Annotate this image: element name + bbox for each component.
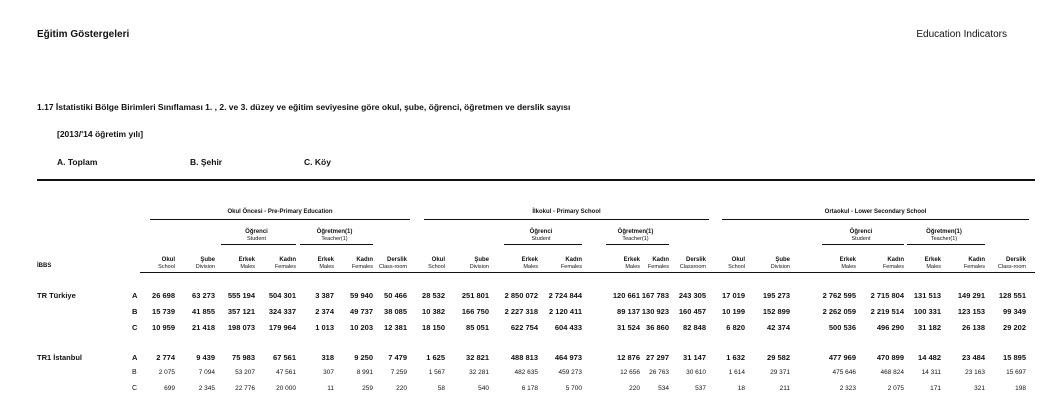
table-cell: 152 899 (762, 307, 790, 316)
column-header-tr: Kadın (887, 257, 904, 263)
column-header-tr: Kadın (968, 257, 985, 263)
column-header-en: Division (469, 263, 489, 270)
column-header (648, 257, 669, 270)
table-cell: 470 899 (876, 353, 904, 362)
teacher-subhead-tr: Öğretmen(1) (617, 229, 654, 235)
row-type: B (132, 369, 137, 376)
column-header (728, 257, 745, 270)
table-cell: 85 051 (466, 323, 489, 332)
column-header-en: Males (523, 263, 538, 270)
table-cell: 195 273 (762, 291, 790, 300)
table-cell: 30 610 (686, 369, 706, 376)
table-cell: 179 964 (268, 323, 296, 332)
table-cell: 1 625 (426, 353, 445, 362)
column-header-en: Females (647, 263, 669, 270)
table-cell: 42 374 (767, 323, 790, 332)
table-cell: 7 259 (390, 369, 407, 376)
column-header-tr: Derslik (1005, 257, 1026, 263)
title-rule (37, 179, 1035, 181)
column-header (680, 257, 706, 270)
table-cell: 18 150 (422, 323, 445, 332)
row-type: C (132, 323, 138, 332)
table-cell: 1 013 (315, 323, 334, 332)
table-cell: 99 349 (1003, 307, 1026, 316)
table-cell: 58 (437, 385, 445, 392)
table-cell: 15 739 (152, 307, 175, 316)
group-title: Ortaokul - Lower Secondary School (824, 209, 927, 215)
column-header-en: Class-room (997, 263, 1026, 270)
ibbs-label: İBBS (37, 263, 52, 269)
column-header-tr: Şube (775, 257, 790, 263)
table-cell: 2 075 (887, 385, 904, 392)
table-cell: 2 774 (156, 353, 175, 362)
table-cell: 2 219 514 (870, 307, 904, 316)
column-header (470, 257, 489, 270)
table-cell: 12 876 (617, 353, 640, 362)
table-cell: 500 536 (828, 323, 856, 332)
table-cell: 67 561 (273, 353, 296, 362)
column-header-tr: Kadın (279, 257, 296, 263)
table-cell: 2 262 059 (822, 307, 856, 316)
table-cell: 22 776 (235, 385, 255, 392)
table-cell: 307 (323, 369, 334, 376)
teacher-subhead (602, 229, 669, 243)
table-cell: 100 331 (913, 307, 941, 316)
table-cell: 28 532 (422, 291, 445, 300)
student-subhead (818, 229, 904, 243)
table-cell: 63 273 (192, 291, 215, 300)
table-cell: 243 305 (678, 291, 706, 300)
student-subhead-en: Student (247, 236, 266, 243)
table-cell: 324 337 (268, 307, 296, 316)
table-cell: 171 (930, 385, 941, 392)
teacher-subhead-en: Teacher(1) (930, 236, 958, 243)
table-cell: 537 (695, 385, 706, 392)
table-cell: 20 000 (276, 385, 296, 392)
table-cell: 198 073 (227, 323, 255, 332)
report-header-right: Education Indicators (916, 29, 1007, 40)
column-header-en: Males (926, 263, 941, 270)
table-cell: 251 801 (461, 291, 489, 300)
table-cell: 2 227 318 (504, 307, 538, 316)
table-cell: 123 153 (957, 307, 985, 316)
group-title: Okul Öncesi - Pre-Primary Education (227, 209, 333, 215)
subhead-rule (822, 244, 904, 245)
table-cell: 459 273 (558, 369, 582, 376)
table-cell: 14 311 (921, 369, 941, 376)
column-header-tr: Şube (200, 257, 215, 263)
legend-rural: C. Köy (304, 157, 331, 167)
table-cell: 128 551 (998, 291, 1026, 300)
table-cell: 23 484 (962, 353, 985, 362)
table-cell: 29 582 (767, 353, 790, 362)
table-cell: 2 724 844 (548, 291, 582, 300)
group-rule (150, 219, 410, 220)
column-header-en: Females (274, 263, 296, 270)
column-header-en: Classroom (679, 263, 706, 270)
student-subhead (217, 229, 296, 243)
column-header-en: Males (319, 263, 334, 270)
column-header (964, 257, 985, 270)
column-header-tr: Okul (731, 257, 745, 263)
table-cell: 6 178 (521, 385, 538, 392)
subhead-rule (300, 244, 373, 245)
header-rule (140, 272, 1035, 273)
column-header (158, 257, 175, 270)
table-cell: 2 120 411 (549, 307, 582, 316)
table-cell: 18 (737, 385, 745, 392)
table-cell: 31 524 (617, 323, 640, 332)
table-cell: 198 (1015, 385, 1026, 392)
table-cell: 2 323 (839, 385, 856, 392)
column-header-en: Division (770, 263, 790, 270)
student-subhead-tr: Öğrenci (849, 229, 873, 235)
table-cell: 14 482 (918, 353, 941, 362)
column-header-tr: Erkek (521, 257, 538, 263)
table-cell: 604 433 (554, 323, 582, 332)
table-cell: 130 923 (641, 307, 669, 316)
table-cell: 7 479 (388, 353, 407, 362)
table-cell: 2 715 804 (870, 291, 904, 300)
table-cell: 29 202 (1003, 323, 1026, 332)
table-cell: 50 466 (384, 291, 407, 300)
column-header (883, 257, 904, 270)
table-cell: 477 969 (828, 353, 856, 362)
column-header-tr: Kadın (565, 257, 582, 263)
group-rule (424, 219, 709, 220)
table-cell: 321 (974, 385, 985, 392)
table-cell: 2 345 (198, 385, 215, 392)
column-header (522, 257, 538, 270)
table-cell: 475 646 (832, 369, 856, 376)
table-cell: 11 (327, 385, 334, 392)
subhead-rule (606, 244, 669, 245)
column-header (379, 257, 407, 270)
table-cell: 41 855 (192, 307, 215, 316)
column-header (352, 257, 373, 270)
table-cell: 622 754 (510, 323, 538, 332)
table-cell: 211 (779, 385, 790, 392)
table-cell: 2 850 072 (504, 291, 538, 300)
column-header-tr: Okul (161, 257, 175, 263)
column-header (998, 257, 1026, 270)
column-header-en: Males (240, 263, 255, 270)
table-cell: 5 700 (565, 385, 582, 392)
subhead-rule (907, 244, 985, 245)
column-header (561, 257, 582, 270)
table-cell: 10 203 (350, 323, 373, 332)
column-header-en: Females (963, 263, 985, 270)
table-cell: 2 075 (158, 369, 175, 376)
table-cell: 15 895 (1003, 353, 1026, 362)
student-subhead-tr: Öğrenci (245, 229, 268, 235)
column-header (624, 257, 640, 270)
table-cell: 12 381 (384, 323, 407, 332)
table-cell: 15 697 (1006, 369, 1026, 376)
table-cell: 166 750 (461, 307, 489, 316)
table-cell: 27 297 (646, 353, 669, 362)
table-cell: 6 820 (726, 323, 745, 332)
table-cell: 149 291 (957, 291, 985, 300)
teacher-subhead (903, 229, 985, 243)
table-cell: 21 418 (192, 323, 215, 332)
table-cell: 2 374 (315, 307, 334, 316)
teacher-subhead-tr: Öğretmen(1) (926, 229, 962, 235)
group-title: İlkokul - Primary School (532, 209, 601, 215)
table-cell: 464 973 (554, 353, 582, 362)
table-cell: 32 281 (469, 369, 489, 376)
column-header-en: Females (560, 263, 582, 270)
school-year: [2013/'14 öğretim yılı] (57, 129, 144, 139)
table-cell: 10 199 (722, 307, 745, 316)
legend-urban: B. Şehir (190, 157, 223, 167)
table-cell: 26 763 (649, 369, 669, 376)
subhead-rule (221, 244, 296, 245)
column-header-en: Division (195, 263, 215, 270)
column-header (196, 257, 215, 270)
teacher-subhead-en: Teacher(1) (321, 236, 348, 243)
column-header-en: School (158, 263, 175, 270)
table-cell: 8 991 (356, 369, 373, 376)
column-header-en: Class-room (378, 263, 407, 270)
table-cell: 488 813 (510, 353, 538, 362)
column-header-tr: Derslik (386, 257, 407, 263)
group-rule (722, 219, 1029, 220)
table-cell: 82 848 (683, 323, 706, 332)
table-cell: 10 959 (152, 323, 175, 332)
table-cell: 29 371 (770, 369, 790, 376)
region-label: TR Türkiye (37, 291, 76, 300)
table-cell: 540 (478, 385, 489, 392)
table-cell: 699 (164, 385, 175, 392)
table-cell: 496 290 (876, 323, 904, 332)
column-header-en: School (428, 263, 445, 270)
table-cell: 32 821 (466, 353, 489, 362)
column-header-tr: Erkek (924, 257, 941, 263)
row-type: B (132, 307, 138, 316)
column-header (239, 257, 255, 270)
table-cell: 167 783 (641, 291, 669, 300)
table-cell: 1 614 (728, 369, 745, 376)
column-header-tr: Erkek (839, 257, 856, 263)
table-cell: 259 (362, 385, 373, 392)
column-header-en: Males (625, 263, 640, 270)
legend-total: A. Toplam (57, 157, 98, 167)
column-header-tr: Şube (474, 257, 489, 263)
table-cell: 1 632 (726, 353, 745, 362)
table-cell: 12 656 (620, 369, 640, 376)
table-cell: 75 983 (232, 353, 255, 362)
teacher-subhead-tr: Öğretmen(1) (316, 229, 353, 235)
column-header-en: Males (841, 263, 856, 270)
report-header-left: Eğitim Göstergeleri (37, 29, 130, 40)
column-header (318, 257, 334, 270)
teacher-subhead (296, 229, 373, 243)
table-cell: 357 121 (227, 307, 255, 316)
table-cell: 2 762 595 (822, 291, 856, 300)
column-header-tr: Okul (431, 257, 445, 263)
column-header-tr: Derslik (685, 257, 706, 263)
table-cell: 23 163 (965, 369, 985, 376)
table-cell: 482 635 (514, 369, 538, 376)
table-cell: 534 (658, 385, 669, 392)
column-header-tr: Erkek (238, 257, 255, 263)
teacher-subhead-en: Teacher(1) (622, 236, 649, 243)
row-type: C (132, 385, 138, 392)
student-subhead-en: Student (531, 236, 551, 243)
student-subhead-tr: Öğrenci (529, 229, 553, 235)
column-header-tr: Erkek (317, 257, 334, 263)
table-cell: 36 860 (646, 323, 669, 332)
column-header-tr: Kadın (652, 257, 669, 263)
column-header-tr: Kadın (356, 257, 373, 263)
table-cell: 49 737 (350, 307, 373, 316)
table-cell: 318 (321, 353, 334, 362)
table-cell: 10 382 (422, 307, 445, 316)
table-cell: 38 085 (384, 307, 407, 316)
table-cell: 89 137 (617, 307, 640, 316)
table-cell: 31 182 (918, 323, 941, 332)
table-cell: 17 019 (722, 291, 745, 300)
column-header (275, 257, 296, 270)
table-cell: 3 387 (315, 291, 334, 300)
table-cell: 9 250 (354, 353, 373, 362)
table-cell: 31 147 (683, 353, 706, 362)
column-header (840, 257, 856, 270)
table-title: 1.17 İstatistiki Bölge Birimleri Sınıflaması 1. , 2. ve 3. düzey ve eğitim seviyesine göre okul, şube, öğrenci, öğretmen ve derslik sayısı (37, 102, 571, 112)
student-subhead-en: Student (851, 236, 871, 243)
table-cell: 220 (629, 385, 640, 392)
subhead-rule (504, 244, 582, 245)
row-type: A (132, 291, 138, 300)
region-label: TR1 İstanbul (37, 353, 83, 362)
column-header-en: Females (882, 263, 904, 270)
table-cell: 555 194 (227, 291, 255, 300)
table-cell: 220 (396, 385, 407, 392)
table-cell: 468 824 (880, 369, 904, 376)
column-header (925, 257, 941, 270)
table-cell: 59 940 (350, 291, 373, 300)
row-type: A (132, 353, 138, 362)
table-cell: 7 094 (198, 369, 215, 376)
table-cell: 47 561 (276, 369, 296, 376)
table-cell: 9 439 (196, 353, 215, 362)
table-cell: 1 567 (428, 369, 445, 376)
column-header-en: School (728, 263, 745, 270)
table-cell: 160 457 (678, 307, 706, 316)
table-cell: 26 698 (152, 291, 175, 300)
table-cell: 131 513 (913, 291, 941, 300)
student-subhead (500, 229, 582, 243)
table-cell: 120 661 (612, 291, 640, 300)
table-cell: 53 207 (235, 369, 255, 376)
table-cell: 504 301 (268, 291, 296, 300)
column-header-tr: Erkek (623, 257, 640, 263)
column-header-en: Females (351, 263, 373, 270)
table-cell: 26 138 (962, 323, 985, 332)
column-header (771, 257, 790, 270)
column-header (428, 257, 445, 270)
